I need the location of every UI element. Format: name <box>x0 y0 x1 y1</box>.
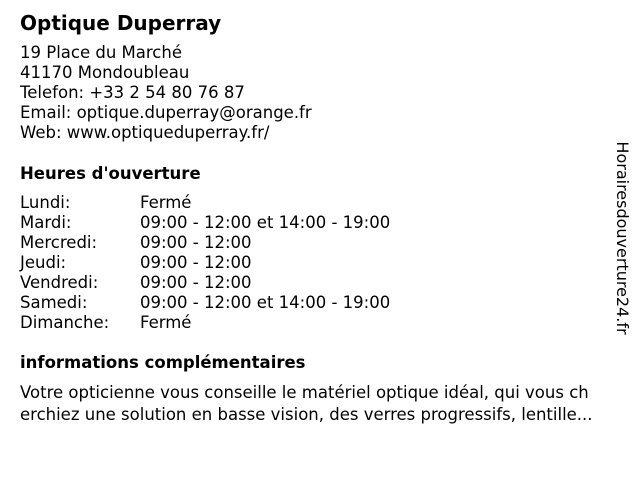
day-label: Samedi: <box>20 293 88 312</box>
site-watermark: Horairesdouverture24.fr <box>613 141 632 335</box>
time-value: 09:00 - 12:00 et 14:00 - 19:00 <box>140 213 391 232</box>
day-label: Mercredi: <box>20 233 98 252</box>
time-value: 09:00 - 12:00 et 14:00 - 19:00 <box>140 293 391 312</box>
info-description <box>20 382 628 426</box>
phone-text: Telefon: +33 2 54 80 76 87 <box>20 83 245 102</box>
day-label: Lundi: <box>20 193 71 212</box>
day-label: Mardi: <box>20 213 72 232</box>
description-line: Votre opticienne vous conseille le matériel optique idéal, qui vous ch <box>20 383 589 402</box>
address-city: 41170 Mondoubleau <box>20 63 190 82</box>
hours-heading: Heures d'ouverture <box>20 164 201 183</box>
time-value: 09:00 - 12:00 <box>140 273 252 292</box>
day-label: Jeudi: <box>20 253 67 272</box>
day-label: Dimanche: <box>20 313 110 332</box>
website-text: Web: www.optiqueduperray.fr/ <box>20 123 270 142</box>
address-street: 19 Place du Marché <box>20 43 182 62</box>
email-text: Email: optique.duperray@orange.fr <box>20 103 312 122</box>
time-value: Fermé <box>140 193 192 212</box>
time-value: 09:00 - 12:00 <box>140 233 252 252</box>
time-value: 09:00 - 12:00 <box>140 253 252 272</box>
contact-block <box>20 43 312 143</box>
info-heading: informations complémentaires <box>20 353 306 372</box>
day-label: Vendredi: <box>20 273 99 292</box>
business-name: Optique Duperray <box>20 11 222 35</box>
time-value: Fermé <box>140 313 192 332</box>
description-line: erchiez une solution en basse vision, des verres progressifs, lentille... <box>20 405 593 424</box>
